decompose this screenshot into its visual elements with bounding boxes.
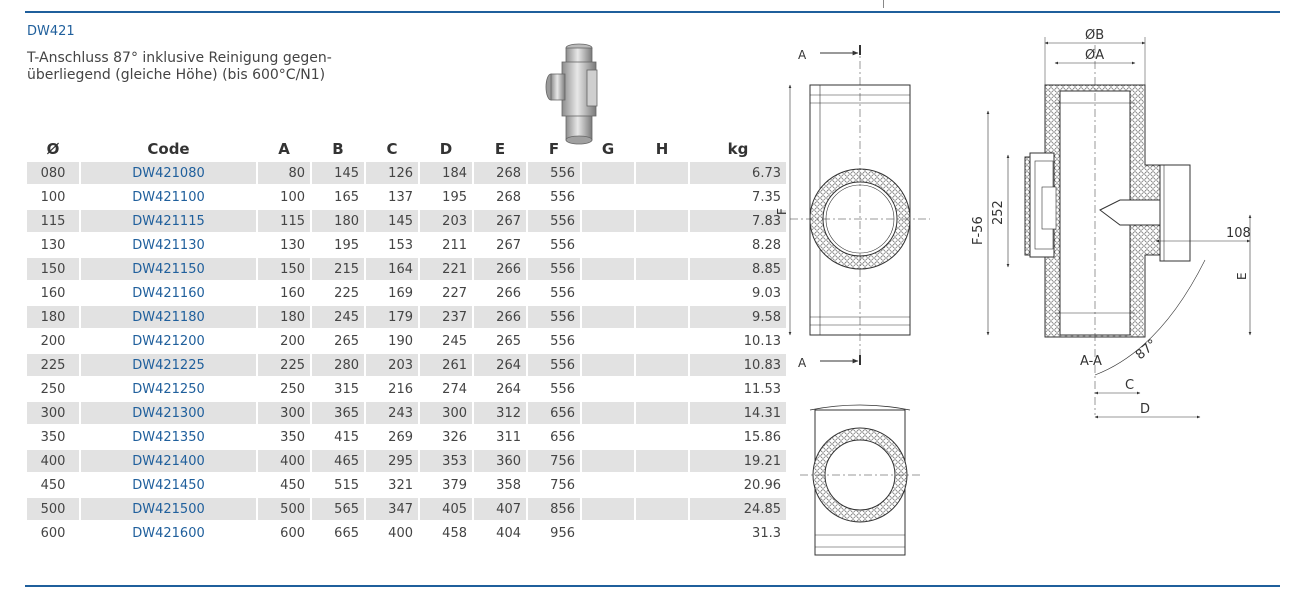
bottom-rule bbox=[25, 585, 1280, 587]
cell-d: 227 bbox=[442, 285, 467, 301]
table-row bbox=[27, 282, 786, 304]
table-row bbox=[27, 378, 786, 400]
cell-a: 100 bbox=[280, 189, 305, 205]
cell-g bbox=[582, 402, 634, 424]
technical-drawing bbox=[760, 15, 1280, 585]
cell-code: DW421225 bbox=[81, 354, 256, 376]
cell-a: 80 bbox=[258, 162, 310, 184]
cell-diameter: 350 bbox=[40, 429, 66, 445]
cell-d: 211 bbox=[442, 237, 467, 253]
cell-e: 267 bbox=[496, 237, 521, 253]
cell-h bbox=[636, 474, 688, 496]
cell-kg: 8.28 bbox=[752, 237, 781, 253]
cell-d: 245 bbox=[442, 333, 467, 349]
table-row bbox=[27, 234, 786, 256]
cell-kg: 8.85 bbox=[690, 258, 786, 280]
cell-h bbox=[636, 426, 688, 448]
section-mark-bottom: A bbox=[798, 356, 807, 370]
cell-f: 556 bbox=[550, 333, 575, 349]
cell-diameter: 250 bbox=[40, 381, 66, 397]
cell-b: 515 bbox=[334, 477, 359, 493]
cell-e: 404 bbox=[496, 525, 521, 541]
table-row bbox=[27, 162, 786, 184]
cell-a: 130 bbox=[280, 237, 305, 253]
cell-diameter: 080 bbox=[27, 162, 79, 184]
cell-e: 264 bbox=[496, 381, 521, 397]
dim-dia-b: ØB bbox=[1085, 28, 1105, 43]
cell-d: 300 bbox=[420, 402, 472, 424]
cell-b: 180 bbox=[312, 210, 364, 232]
cell-e: 312 bbox=[474, 402, 526, 424]
bottom-view bbox=[800, 405, 920, 555]
cell-e: 407 bbox=[474, 498, 526, 520]
cell-h bbox=[636, 282, 688, 304]
cell-kg: 11.53 bbox=[743, 381, 781, 397]
cell-e: 266 bbox=[496, 285, 521, 301]
cell-d: 184 bbox=[420, 162, 472, 184]
cell-d: 261 bbox=[420, 354, 472, 376]
cell-kg: 9.03 bbox=[752, 285, 781, 301]
cell-c: 169 bbox=[388, 285, 413, 301]
cell-c: 347 bbox=[366, 498, 418, 520]
cell-a: 500 bbox=[258, 498, 310, 520]
cell-a: 160 bbox=[280, 285, 305, 301]
cell-a: 600 bbox=[280, 525, 305, 541]
cell-f: 556 bbox=[528, 210, 580, 232]
cell-diameter: 115 bbox=[27, 210, 79, 232]
cell-e: 267 bbox=[474, 210, 526, 232]
header-d: D bbox=[439, 140, 453, 158]
cell-f: 656 bbox=[550, 429, 575, 445]
cell-b: 165 bbox=[334, 189, 359, 205]
cell-h bbox=[636, 450, 688, 472]
cell-diameter: 500 bbox=[27, 498, 79, 520]
cell-h bbox=[636, 258, 688, 280]
table-row bbox=[27, 330, 786, 352]
cell-g bbox=[582, 330, 634, 352]
cell-e: 265 bbox=[496, 333, 521, 349]
cell-g bbox=[582, 522, 634, 544]
cell-b: 280 bbox=[312, 354, 364, 376]
cell-code: DW421130 bbox=[132, 237, 205, 253]
cell-f: 756 bbox=[550, 477, 575, 493]
cell-code: DW421450 bbox=[132, 477, 205, 493]
cell-c: 269 bbox=[388, 429, 413, 445]
cell-b: 195 bbox=[334, 237, 359, 253]
cell-f: 556 bbox=[550, 237, 575, 253]
cell-c: 295 bbox=[366, 450, 418, 472]
cell-code: DW421200 bbox=[132, 333, 205, 349]
cell-b: 365 bbox=[312, 402, 364, 424]
cell-b: 415 bbox=[334, 429, 359, 445]
product-code: DW421 bbox=[27, 24, 75, 39]
cell-a: 180 bbox=[258, 306, 310, 328]
cell-f: 856 bbox=[528, 498, 580, 520]
cell-kg: 7.35 bbox=[752, 189, 781, 205]
cell-d: 195 bbox=[442, 189, 467, 205]
cell-g bbox=[582, 210, 634, 232]
cell-a: 115 bbox=[258, 210, 310, 232]
cell-h bbox=[636, 234, 688, 256]
cell-g bbox=[582, 426, 634, 448]
cell-e: 360 bbox=[474, 450, 526, 472]
cell-h bbox=[636, 330, 688, 352]
cell-kg: 15.86 bbox=[743, 429, 781, 445]
table-row bbox=[27, 522, 786, 544]
dim-f56-label: F-56 bbox=[971, 216, 986, 245]
cell-a: 300 bbox=[258, 402, 310, 424]
cell-diameter: 160 bbox=[40, 285, 66, 301]
header-code: Code bbox=[147, 140, 190, 158]
cell-c: 400 bbox=[388, 525, 413, 541]
dim-d-label: D bbox=[1140, 402, 1151, 417]
cell-e: 266 bbox=[474, 258, 526, 280]
description-line-1: T-Anschluss 87° inklusive Reinigung gegen- bbox=[27, 50, 332, 66]
table-row bbox=[27, 450, 786, 472]
cell-b: 245 bbox=[312, 306, 364, 328]
cell-kg: 31.3 bbox=[752, 525, 781, 541]
cell-kg: 9.58 bbox=[690, 306, 786, 328]
table-row bbox=[27, 426, 786, 448]
cell-c: 164 bbox=[366, 258, 418, 280]
cell-kg: 14.31 bbox=[690, 402, 786, 424]
table-row bbox=[27, 306, 786, 328]
dim-e-label: E bbox=[1235, 272, 1249, 280]
cell-c: 126 bbox=[366, 162, 418, 184]
cell-f: 556 bbox=[550, 189, 575, 205]
product-image bbox=[537, 40, 607, 150]
cell-diameter: 200 bbox=[40, 333, 66, 349]
header-h: H bbox=[655, 140, 669, 158]
cell-code: DW421400 bbox=[81, 450, 256, 472]
dimension-table bbox=[25, 136, 788, 546]
cell-code: DW421150 bbox=[81, 258, 256, 280]
table-header-row bbox=[27, 138, 786, 160]
cell-f: 556 bbox=[528, 258, 580, 280]
cell-kg: 7.83 bbox=[690, 210, 786, 232]
header-g: G bbox=[601, 140, 615, 158]
cell-f: 756 bbox=[528, 450, 580, 472]
cell-g bbox=[582, 282, 634, 304]
cell-g bbox=[582, 354, 634, 376]
cell-diameter: 450 bbox=[40, 477, 66, 493]
cell-e: 268 bbox=[496, 189, 521, 205]
cell-e: 266 bbox=[474, 306, 526, 328]
cell-c: 216 bbox=[388, 381, 413, 397]
cell-d: 405 bbox=[420, 498, 472, 520]
header-diameter: Ø bbox=[46, 140, 60, 158]
table-row bbox=[27, 258, 786, 280]
cell-c: 153 bbox=[388, 237, 413, 253]
cell-b: 145 bbox=[312, 162, 364, 184]
cell-h bbox=[636, 378, 688, 400]
angle-label: 87° bbox=[1132, 336, 1161, 364]
cell-a: 200 bbox=[280, 333, 305, 349]
cell-kg: 10.13 bbox=[743, 333, 781, 349]
cell-b: 225 bbox=[334, 285, 359, 301]
cell-diameter: 225 bbox=[27, 354, 79, 376]
cell-d: 326 bbox=[442, 429, 467, 445]
cell-code: DW421180 bbox=[81, 306, 256, 328]
table-row bbox=[27, 474, 786, 496]
cell-f: 556 bbox=[550, 381, 575, 397]
section-mark-top: A bbox=[798, 48, 807, 62]
cell-c: 137 bbox=[388, 189, 413, 205]
cell-kg: 20.96 bbox=[743, 477, 781, 493]
section-aa-label: A-A bbox=[1080, 354, 1102, 369]
cell-c: 243 bbox=[366, 402, 418, 424]
cell-e: 358 bbox=[496, 477, 521, 493]
dim-f-label: F bbox=[775, 208, 789, 215]
cell-h bbox=[636, 354, 688, 376]
cell-g bbox=[582, 498, 634, 520]
cell-h bbox=[636, 306, 688, 328]
cell-f: 656 bbox=[528, 402, 580, 424]
table-row bbox=[27, 402, 786, 424]
cell-c: 203 bbox=[366, 354, 418, 376]
cell-d: 458 bbox=[442, 525, 467, 541]
cell-h bbox=[636, 186, 688, 208]
cell-g bbox=[582, 306, 634, 328]
cell-d: 274 bbox=[442, 381, 467, 397]
cell-g bbox=[582, 474, 634, 496]
dim-108-label: 108 bbox=[1226, 226, 1251, 241]
cell-diameter: 400 bbox=[27, 450, 79, 472]
cell-h bbox=[636, 162, 688, 184]
cell-kg: 10.83 bbox=[690, 354, 786, 376]
table-row bbox=[27, 498, 786, 520]
cell-code: DW421500 bbox=[81, 498, 256, 520]
header-kg: kg bbox=[727, 140, 749, 158]
cell-f: 556 bbox=[528, 162, 580, 184]
front-view bbox=[790, 45, 930, 365]
top-rule bbox=[25, 11, 1280, 13]
table-row bbox=[27, 354, 786, 376]
cell-a: 400 bbox=[258, 450, 310, 472]
cell-c: 145 bbox=[366, 210, 418, 232]
cell-code: DW421600 bbox=[132, 525, 205, 541]
cell-a: 450 bbox=[280, 477, 305, 493]
cell-g bbox=[582, 258, 634, 280]
cell-g bbox=[582, 234, 634, 256]
cell-f: 556 bbox=[528, 306, 580, 328]
cell-d: 237 bbox=[420, 306, 472, 328]
cell-kg: 19.21 bbox=[690, 450, 786, 472]
cell-b: 465 bbox=[312, 450, 364, 472]
cell-h bbox=[636, 498, 688, 520]
header-e: E bbox=[494, 140, 506, 158]
table-row bbox=[27, 210, 786, 232]
cell-c: 179 bbox=[366, 306, 418, 328]
cell-g bbox=[582, 186, 634, 208]
cell-g bbox=[582, 378, 634, 400]
cell-e: 268 bbox=[474, 162, 526, 184]
cell-b: 265 bbox=[334, 333, 359, 349]
cell-g bbox=[582, 162, 634, 184]
cell-b: 215 bbox=[312, 258, 364, 280]
description-line-2: überliegend (gleiche Höhe) (bis 600°C/N1) bbox=[27, 67, 326, 83]
cell-code: DW421115 bbox=[81, 210, 256, 232]
header-f: F bbox=[548, 140, 560, 158]
cell-a: 350 bbox=[280, 429, 305, 445]
header-a: A bbox=[278, 140, 290, 158]
cell-diameter: 300 bbox=[27, 402, 79, 424]
cell-diameter: 150 bbox=[27, 258, 79, 280]
cell-code: DW421250 bbox=[132, 381, 205, 397]
cell-b: 565 bbox=[312, 498, 364, 520]
cell-h bbox=[636, 522, 688, 544]
cell-b: 665 bbox=[334, 525, 359, 541]
header-c: C bbox=[386, 140, 398, 158]
cell-g bbox=[582, 450, 634, 472]
section-view bbox=[988, 37, 1250, 417]
cell-d: 203 bbox=[420, 210, 472, 232]
cell-code: DW421300 bbox=[81, 402, 256, 424]
cell-a: 225 bbox=[258, 354, 310, 376]
cell-code: DW421350 bbox=[132, 429, 205, 445]
cell-diameter: 130 bbox=[40, 237, 66, 253]
cell-e: 311 bbox=[496, 429, 521, 445]
cell-diameter: 100 bbox=[40, 189, 66, 205]
product-description bbox=[27, 50, 427, 84]
cell-kg: 6.73 bbox=[690, 162, 786, 184]
cell-a: 150 bbox=[258, 258, 310, 280]
cell-h bbox=[636, 402, 688, 424]
cell-code: DW421160 bbox=[132, 285, 205, 301]
cell-d: 379 bbox=[442, 477, 467, 493]
cell-code: DW421080 bbox=[81, 162, 256, 184]
cell-b: 315 bbox=[334, 381, 359, 397]
dim-c-label: C bbox=[1125, 378, 1135, 393]
dim-dia-a: ØA bbox=[1085, 48, 1105, 63]
cell-diameter: 180 bbox=[27, 306, 79, 328]
cell-f: 556 bbox=[550, 285, 575, 301]
cell-c: 190 bbox=[388, 333, 413, 349]
cell-f: 956 bbox=[550, 525, 575, 541]
cell-e: 264 bbox=[474, 354, 526, 376]
cell-kg: 24.85 bbox=[690, 498, 786, 520]
top-tick bbox=[883, 0, 884, 8]
dim-252-label: 252 bbox=[991, 200, 1006, 225]
table-row bbox=[27, 186, 786, 208]
header-b: B bbox=[332, 140, 344, 158]
cell-code: DW421100 bbox=[132, 189, 205, 205]
cell-c: 321 bbox=[388, 477, 413, 493]
cell-h bbox=[636, 210, 688, 232]
cell-d: 221 bbox=[420, 258, 472, 280]
cell-f: 556 bbox=[528, 354, 580, 376]
cell-d: 353 bbox=[420, 450, 472, 472]
cell-diameter: 600 bbox=[40, 525, 66, 541]
cell-a: 250 bbox=[280, 381, 305, 397]
